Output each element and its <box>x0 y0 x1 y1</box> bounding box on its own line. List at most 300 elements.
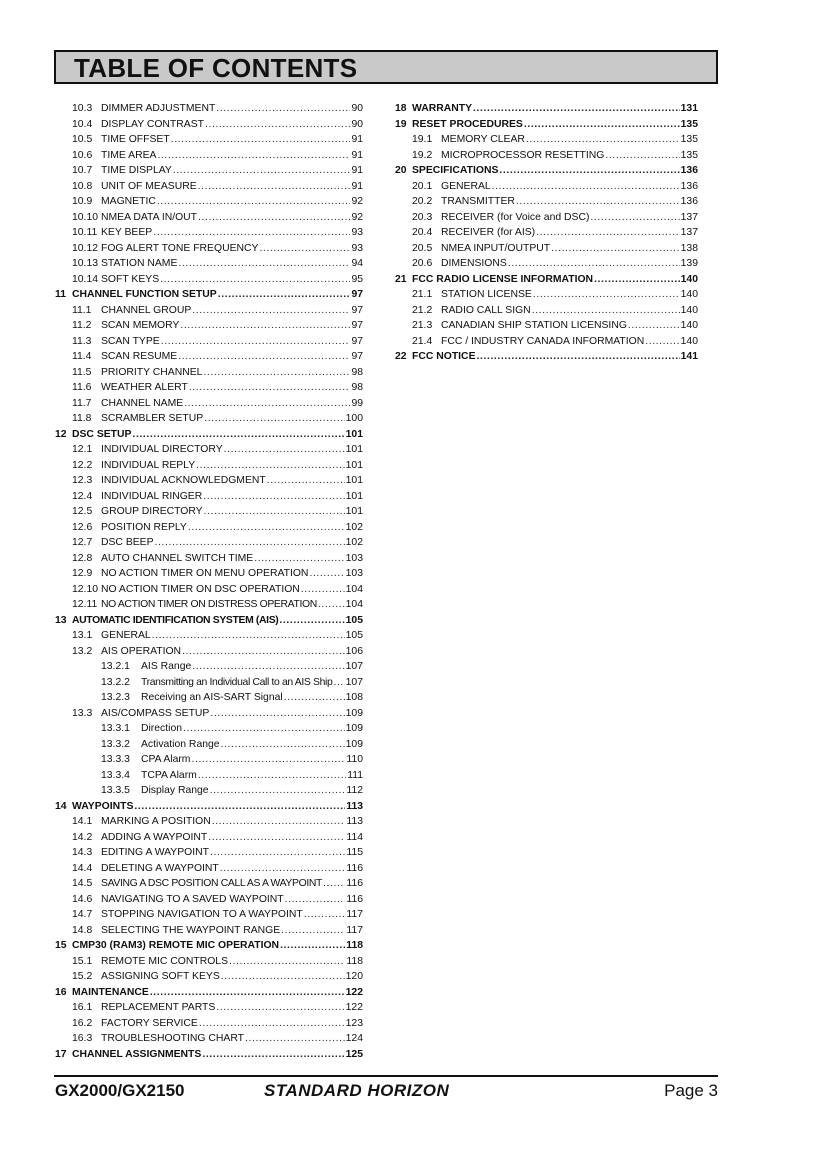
toc-leader-dots <box>304 907 346 923</box>
toc-entry-label: FCC NOTICE <box>412 351 476 362</box>
toc-leader-dots <box>281 923 345 939</box>
toc-entry[interactable] <box>55 597 363 613</box>
toc-leader-dots <box>178 349 350 365</box>
toc-entry-page: 125 <box>345 1048 363 1060</box>
toc-entry-label: NMEA DATA IN/OUT <box>101 211 198 223</box>
toc-entry-label: INDIVIDUAL RINGER <box>101 490 203 502</box>
toc-entry-page: 93 <box>351 242 363 254</box>
toc-entry-page: 91 <box>351 134 363 145</box>
toc-leader-dots <box>173 163 351 179</box>
toc-entry-number: 13.3.2 <box>101 738 130 750</box>
toc-entry[interactable] <box>395 101 698 117</box>
toc-leader-dots <box>524 117 680 133</box>
toc-entry-number: 20.4 <box>412 227 433 238</box>
toc-leader-dots <box>285 892 346 908</box>
toc-entry-label: SCAN MEMORY <box>101 320 180 331</box>
toc-leader-dots <box>178 256 350 272</box>
toc-entry-page: 106 <box>345 645 363 657</box>
toc-entry-page: 109 <box>345 738 363 750</box>
toc-entry-label: FCC / INDUSTRY CANADA INFORMATION <box>441 335 645 347</box>
toc-entry-label: SCAN TYPE <box>101 335 160 347</box>
toc-leader-dots <box>150 985 345 1001</box>
toc-entry-number: 11.8 <box>72 413 92 424</box>
toc-entry-page: 104 <box>345 583 363 595</box>
toc-entry-label: NAVIGATING TO A SAVED WAYPOINT <box>101 893 284 905</box>
toc-leader-dots <box>196 458 345 474</box>
toc-entry[interactable] <box>55 582 363 598</box>
footer-divider <box>54 1075 718 1077</box>
toc-leader-dots <box>183 721 345 737</box>
toc-entry[interactable] <box>55 442 363 458</box>
toc-entry-number: 11.7 <box>72 397 92 409</box>
toc-entry[interactable] <box>55 907 363 923</box>
toc-leader-dots <box>309 566 344 582</box>
toc-entry-number: 20.2 <box>412 196 433 207</box>
toc-entry-page: 131 <box>680 103 698 114</box>
toc-entry-number: 14.7 <box>72 909 93 920</box>
toc-leader-dots <box>254 551 344 567</box>
toc-entry-page: 120 <box>345 971 363 982</box>
toc-leader-dots <box>551 241 680 257</box>
toc-leader-dots <box>171 132 351 148</box>
brand-logo: STANDARD HORIZON <box>264 1081 450 1100</box>
toc-title-banner <box>54 50 718 84</box>
toc-leader-dots <box>202 1047 344 1063</box>
toc-entry-page: 139 <box>680 258 698 269</box>
toc-entry[interactable] <box>55 659 363 675</box>
toc-entry[interactable] <box>55 768 363 784</box>
toc-entry[interactable] <box>55 814 363 830</box>
toc-entry-page: 93 <box>351 227 363 238</box>
toc-leader-dots <box>204 411 344 427</box>
toc-entry-page: 140 <box>680 273 698 285</box>
toc-leader-dots <box>184 396 350 412</box>
toc-entry[interactable] <box>55 349 363 365</box>
toc-entry-page: 138 <box>680 242 698 254</box>
toc-entry-label: STATION NAME <box>101 258 178 269</box>
toc-entry[interactable] <box>395 117 698 133</box>
toc-entry[interactable] <box>55 737 363 753</box>
toc-entry-page: 97 <box>351 320 363 331</box>
toc-entry[interactable] <box>55 675 363 691</box>
toc-entry-page: 92 <box>351 196 363 207</box>
toc-entry-label: CANADIAN SHIP STATION LICENSING <box>441 320 627 331</box>
footer-model: GX2000/GX2150 <box>55 1081 185 1100</box>
toc-entry-number: 14 <box>55 800 67 812</box>
toc-entry-number: 12.5 <box>72 506 93 517</box>
toc-entry-page: 100 <box>345 413 363 424</box>
toc-entry-label: INDIVIDUAL DIRECTORY <box>101 444 223 455</box>
toc-entry[interactable] <box>55 427 363 443</box>
toc-entry[interactable] <box>55 985 363 1001</box>
toc-leader-dots <box>245 1031 345 1047</box>
toc-entry-number: 21 <box>395 273 407 285</box>
toc-entry[interactable] <box>55 938 363 954</box>
toc-entry[interactable] <box>55 272 363 288</box>
toc-entry-page: 118 <box>346 955 363 967</box>
toc-entry-label: INDIVIDUAL ACKNOWLEDGMENT <box>101 475 266 486</box>
toc-entry-page: 103 <box>345 552 363 564</box>
toc-entry-label: CMP30 (RAM3) REMOTE MIC OPERATION <box>72 940 280 951</box>
toc-entry-number: 14.4 <box>72 862 93 874</box>
toc-entry-label: AUTOMATIC IDENTIFICATION SYSTEM (AIS) <box>72 614 279 626</box>
toc-entry[interactable] <box>55 489 363 505</box>
toc-entry-number: 12.4 <box>72 490 93 502</box>
toc-entry-page: 95 <box>351 273 363 285</box>
toc-entry-label: AUTO CHANNEL SWITCH TIME <box>101 552 254 564</box>
toc-entry-number: 10.10 <box>72 211 99 223</box>
toc-leader-dots <box>157 148 350 164</box>
toc-entry[interactable] <box>55 551 363 567</box>
toc-entry[interactable] <box>55 303 363 319</box>
toc-entry-label: CHANNEL ASSIGNMENTS <box>72 1048 202 1060</box>
toc-entry[interactable] <box>55 1047 363 1063</box>
toc-entry[interactable] <box>55 380 363 396</box>
toc-leader-dots <box>280 938 345 954</box>
toc-entry[interactable] <box>55 690 363 706</box>
toc-entry[interactable] <box>55 954 363 970</box>
toc-entry-label: TCPA Alarm <box>141 769 197 781</box>
toc-entry-number: 12 <box>55 428 67 440</box>
toc-leader-dots <box>192 303 350 319</box>
toc-leader-dots <box>492 179 680 195</box>
toc-leader-dots <box>160 272 350 288</box>
toc-entry-page: 97 <box>351 289 363 300</box>
toc-entry-label: TIME AREA <box>101 149 157 161</box>
toc-entry-number: 21.1 <box>412 289 433 300</box>
toc-entry-number: 15.2 <box>72 971 93 982</box>
toc-entry-page: 91 <box>351 165 363 176</box>
toc-entry[interactable] <box>395 287 698 303</box>
toc-entry-label: GENERAL <box>101 630 151 641</box>
toc-entry-number: 10.9 <box>72 196 93 207</box>
toc-entry-label: RECEIVER (for AIS) <box>441 227 536 238</box>
toc-entry-label: DIMENSIONS <box>441 258 507 269</box>
toc-entry[interactable] <box>55 101 363 117</box>
toc-leader-dots <box>473 101 680 117</box>
toc-leader-dots <box>155 535 345 551</box>
toc-entry[interactable] <box>55 163 363 179</box>
toc-entry-page: 97 <box>351 335 363 347</box>
toc-entry-number: 18 <box>395 103 407 114</box>
toc-leader-dots <box>218 287 351 303</box>
toc-entry-page: 112 <box>346 785 363 796</box>
toc-entry-number: 16.1 <box>72 1002 93 1013</box>
toc-entry-label: POSITION REPLY <box>101 521 187 533</box>
toc-entry-number: 20.6 <box>412 258 433 269</box>
toc-entry-label: EDITING A WAYPOINT <box>101 847 209 858</box>
toc-entry-page: 111 <box>347 769 363 781</box>
toc-entry-page: 137 <box>680 227 698 238</box>
toc-entry-page: 122 <box>345 1002 363 1013</box>
toc-entry[interactable] <box>395 272 698 288</box>
toc-entry[interactable] <box>395 148 698 164</box>
toc-entry[interactable] <box>55 923 363 939</box>
toc-entry[interactable] <box>395 349 698 365</box>
toc-entry-label: FOG ALERT TONE FREQUENCY <box>101 242 259 254</box>
toc-entry[interactable] <box>395 256 698 272</box>
toc-entry-page: 114 <box>346 831 363 843</box>
toc-leader-dots <box>198 179 351 195</box>
toc-entry[interactable] <box>395 241 698 257</box>
toc-entry-label: Transmitting an Individual Call to an AIS Ship <box>141 676 333 688</box>
toc-leader-dots <box>210 845 345 861</box>
toc-entry-label: DELETING A WAYPOINT <box>101 862 219 874</box>
toc-leader-dots <box>279 613 344 629</box>
toc-entry-label: PRIORITY CHANNEL <box>101 366 203 378</box>
toc-entry-number: 14.8 <box>72 924 93 936</box>
toc-leader-dots <box>532 303 680 319</box>
toc-entry[interactable] <box>55 458 363 474</box>
toc-entry-page: 108 <box>345 692 363 703</box>
toc-entry-label: CHANNEL NAME <box>101 397 184 409</box>
toc-entry[interactable] <box>55 473 363 489</box>
toc-entry-page: 117 <box>346 909 363 920</box>
toc-entry[interactable] <box>395 179 698 195</box>
toc-leader-dots <box>224 442 345 458</box>
toc-leader-dots <box>267 473 345 489</box>
toc-entry-number: 19.2 <box>412 149 433 161</box>
toc-leader-dots <box>199 1016 345 1032</box>
toc-entry-page: 141 <box>680 351 698 362</box>
toc-entry-number: 13.2.1 <box>101 661 130 672</box>
toc-entry-page: 118 <box>346 940 363 951</box>
toc-entry[interactable] <box>55 225 363 241</box>
toc-entry-number: 14.5 <box>72 878 93 889</box>
toc-entry-label: STATION LICENSE <box>441 289 532 300</box>
toc-entry-label: SOFT KEYS <box>101 273 160 285</box>
toc-entry-label: ASSIGNING SOFT KEYS <box>101 971 220 982</box>
toc-entry[interactable] <box>395 225 698 241</box>
toc-leader-dots <box>210 783 346 799</box>
toc-entry-page: 140 <box>680 304 698 316</box>
toc-entry-page: 135 <box>680 134 698 145</box>
toc-entry-number: 14.2 <box>72 831 93 843</box>
toc-entry-page: 137 <box>680 211 698 223</box>
toc-entry-number: 20.5 <box>412 242 433 254</box>
toc-entry-page: 136 <box>680 165 698 176</box>
toc-entry[interactable] <box>55 365 363 381</box>
toc-entry-label: KEY BEEP <box>101 227 153 238</box>
toc-entry[interactable] <box>55 148 363 164</box>
toc-entry-page: 97 <box>351 351 363 362</box>
toc-leader-dots <box>645 334 679 350</box>
toc-entry-page: 105 <box>345 630 363 641</box>
toc-leader-dots <box>216 1000 344 1016</box>
toc-entry-number: 10.11 <box>72 227 98 238</box>
toc-entry-number: 13.3.5 <box>101 785 130 796</box>
toc-entry[interactable] <box>395 132 698 148</box>
toc-entry-label: CHANNEL GROUP <box>101 304 192 316</box>
toc-entry-label: Activation Range <box>141 738 220 750</box>
footer-page-number: Page 3 <box>664 1081 718 1100</box>
toc-entry-page: 107 <box>345 661 363 672</box>
toc-entry-number: 10.5 <box>72 134 93 145</box>
toc-entry-number: 12.7 <box>72 537 93 548</box>
toc-leader-dots <box>516 194 680 210</box>
toc-leader-dots <box>191 752 345 768</box>
toc-entry-number: 13.3.1 <box>101 723 130 734</box>
toc-entry-page: 102 <box>345 537 363 548</box>
toc-entry-label: MARKING A POSITION <box>101 816 211 827</box>
toc-leader-dots <box>157 194 351 210</box>
toc-leader-dots <box>323 876 345 892</box>
toc-entry-label: DIMMER ADJUSTMENT <box>101 103 216 114</box>
toc-entry-number: 14.1 <box>72 816 93 827</box>
toc-entry-label: TIME OFFSET <box>101 134 170 145</box>
toc-entry[interactable] <box>395 318 698 334</box>
toc-entry[interactable] <box>55 132 363 148</box>
toc-leader-dots <box>153 225 350 241</box>
toc-entry-label: UNIT OF MEASURE <box>101 180 197 192</box>
toc-entry[interactable] <box>395 210 698 226</box>
toc-entry-number: 11.6 <box>72 382 92 393</box>
toc-entry[interactable] <box>55 892 363 908</box>
toc-entry-page: 116 <box>346 878 363 889</box>
toc-leader-dots <box>134 799 345 815</box>
toc-entry[interactable] <box>395 334 698 350</box>
toc-entry-page: 105 <box>345 614 363 626</box>
toc-entry-number: 14.3 <box>72 847 93 858</box>
toc-entry-number: 10.14 <box>72 273 99 285</box>
toc-entry[interactable] <box>395 194 698 210</box>
toc-entry-label: TROUBLESHOOTING CHART <box>101 1033 244 1044</box>
toc-entry[interactable] <box>55 799 363 815</box>
toc-entry-page: 122 <box>345 986 363 998</box>
toc-entry-label: SPECIFICATIONS <box>412 165 499 176</box>
toc-entry[interactable] <box>55 783 363 799</box>
toc-leader-dots <box>508 256 680 272</box>
toc-entry-label: TRANSMITTER <box>441 196 515 207</box>
toc-entry-number: 14.6 <box>72 893 93 905</box>
toc-entry[interactable] <box>55 830 363 846</box>
toc-entry-page: 94 <box>351 258 363 269</box>
toc-entry-page: 109 <box>345 707 363 719</box>
toc-entry-number: 15 <box>55 940 67 951</box>
toc-entry-number: 13.2.2 <box>101 676 130 688</box>
toc-entry[interactable] <box>55 411 363 427</box>
toc-entry[interactable] <box>55 396 363 412</box>
toc-entry[interactable] <box>55 194 363 210</box>
toc-entry-label: RESET PROCEDURES <box>412 118 523 130</box>
toc-entry-label: Direction <box>141 723 182 734</box>
toc-leader-dots <box>590 210 679 226</box>
toc-entry[interactable] <box>55 318 363 334</box>
toc-entry-number: 20.1 <box>412 180 433 192</box>
toc-entry[interactable] <box>395 303 698 319</box>
toc-entry-number: 12.3 <box>72 475 93 486</box>
toc-entry[interactable] <box>395 163 698 179</box>
toc-entry[interactable] <box>55 535 363 551</box>
toc-entry-number: 17 <box>55 1048 67 1060</box>
toc-entry-page: 124 <box>345 1033 363 1044</box>
toc-entry-page: 104 <box>345 599 363 610</box>
toc-entry[interactable] <box>55 752 363 768</box>
toc-leader-dots <box>284 690 345 706</box>
toc-entry[interactable] <box>55 1016 363 1032</box>
toc-entry-label: MICROPROCESSOR RESETTING <box>441 149 605 161</box>
toc-entry-label: AIS Range <box>141 661 192 672</box>
toc-entry-label: SELECTING THE WAYPOINT RANGE <box>101 924 281 936</box>
toc-entry[interactable] <box>55 861 363 877</box>
toc-entry[interactable] <box>55 566 363 582</box>
toc-entry-label: NMEA INPUT/OUTPUT <box>441 242 551 254</box>
toc-leader-dots <box>189 380 351 396</box>
toc-entry[interactable] <box>55 287 363 303</box>
toc-entry-label: RECEIVER (for Voice and DSC) <box>441 211 590 223</box>
toc-entry-label: CHANNEL FUNCTION SETUP <box>72 289 217 300</box>
toc-entry-label: TIME DISPLAY <box>101 165 172 176</box>
toc-entry-label: NO ACTION TIMER ON DSC OPERATION <box>101 583 300 595</box>
toc-entry-number: 19 <box>395 118 407 130</box>
toc-left-column <box>55 101 363 1062</box>
toc-entry[interactable] <box>55 706 363 722</box>
toc-entry-page: 113 <box>346 816 363 827</box>
toc-entry[interactable] <box>55 179 363 195</box>
toc-entry[interactable] <box>55 628 363 644</box>
toc-entry[interactable] <box>55 969 363 985</box>
toc-entry-number: 21.2 <box>412 304 433 316</box>
toc-entry[interactable] <box>55 876 363 892</box>
toc-entry[interactable] <box>55 644 363 660</box>
toc-entry-page: 110 <box>346 754 363 765</box>
toc-entry[interactable] <box>55 721 363 737</box>
toc-leader-dots <box>220 861 346 877</box>
toc-entry[interactable] <box>55 256 363 272</box>
toc-entry-number: 11.2 <box>72 320 92 331</box>
toc-entry-number: 11.1 <box>72 304 92 316</box>
toc-entry-label: MAGNETIC <box>101 196 156 207</box>
toc-entry[interactable] <box>55 1031 363 1047</box>
toc-leader-dots <box>477 349 680 365</box>
toc-entry[interactable] <box>55 613 363 629</box>
toc-entry-page: 102 <box>345 521 363 533</box>
toc-leader-dots <box>188 520 345 536</box>
toc-entry-label: DSC BEEP <box>101 537 154 548</box>
toc-entry-label: MAINTENANCE <box>72 986 149 998</box>
toc-entry-number: 12.8 <box>72 552 93 564</box>
toc-leader-dots <box>605 148 679 164</box>
toc-entry[interactable] <box>55 241 363 257</box>
toc-entry-number: 10.12 <box>72 242 99 254</box>
toc-entry-page: 101 <box>345 506 363 517</box>
toc-leader-dots <box>229 954 345 970</box>
toc-entry-number: 10.6 <box>72 149 93 161</box>
toc-entry[interactable] <box>55 520 363 536</box>
toc-entry-page: 101 <box>345 490 363 502</box>
toc-entry-page: 91 <box>351 180 363 192</box>
toc-entry-page: 123 <box>345 1017 363 1029</box>
toc-entry[interactable] <box>55 845 363 861</box>
toc-leader-dots <box>161 334 351 350</box>
toc-entry[interactable] <box>55 334 363 350</box>
toc-entry-number: 11.5 <box>72 366 92 378</box>
toc-entry[interactable] <box>55 210 363 226</box>
toc-leader-dots <box>333 675 344 691</box>
toc-entry[interactable] <box>55 1000 363 1016</box>
toc-leader-dots <box>221 969 345 985</box>
toc-entry-number: 20 <box>395 165 407 176</box>
toc-leader-dots <box>628 318 680 334</box>
toc-entry-number: 13.2.3 <box>101 692 130 703</box>
toc-entry[interactable] <box>55 117 363 133</box>
toc-entry[interactable] <box>55 504 363 520</box>
toc-entry-page: 140 <box>680 335 698 347</box>
toc-leader-dots <box>499 163 679 179</box>
toc-entry-label: WEATHER ALERT <box>101 382 188 393</box>
toc-leader-dots <box>203 489 344 505</box>
toc-entry-page: 113 <box>346 800 363 812</box>
